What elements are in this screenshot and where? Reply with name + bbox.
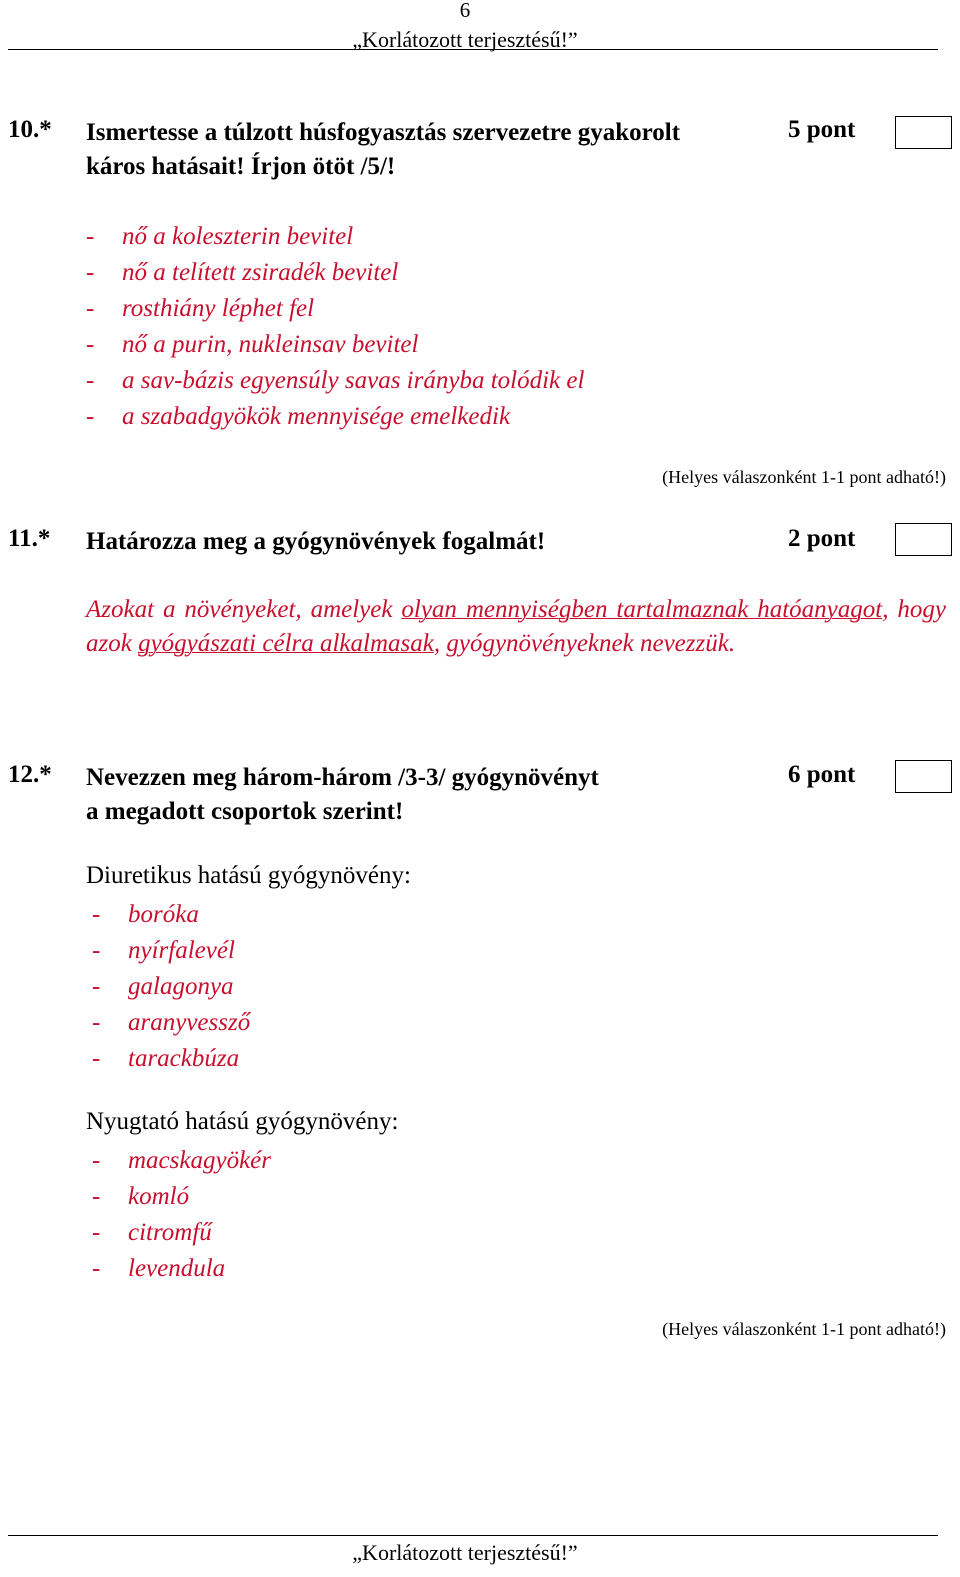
q12-number: 12.* (8, 761, 52, 788)
dash-marker: - (92, 1009, 101, 1036)
list-item: - boróka (92, 897, 250, 933)
q11-text: Határozza meg a gyógynövények fogalmát! (86, 528, 546, 555)
q12-score-box[interactable] (895, 760, 952, 793)
header-restriction: „Korlátozott terjesztésű!” (352, 27, 578, 52)
page-number: 6 (459, 0, 471, 22)
dash-marker: - (92, 1183, 101, 1210)
dash-marker: - (86, 295, 95, 322)
dash-marker: - (92, 1045, 101, 1072)
q12-group1-list (92, 897, 250, 1077)
dash-marker: - (92, 1255, 101, 1282)
list-item: - citromfű (92, 1215, 271, 1251)
list-item: - tarackbúza (92, 1041, 250, 1077)
header-rule (8, 49, 938, 50)
footer-restriction: „Korlátozott terjesztésű!” (352, 1540, 578, 1565)
q12-text-line1: Nevezzen meg három-három /3-3/ gyógynövényt (86, 764, 599, 791)
q11-points: 2 pont (788, 525, 856, 552)
list-item: - a szabadgyökök mennyisége emelkedik (86, 399, 584, 435)
q12-points: 6 pont (788, 761, 856, 788)
list-item: - rosthiány léphet fel (86, 291, 584, 327)
list-item: - nő a koleszterin bevitel (86, 219, 584, 255)
q12-scoring-note: (Helyes válaszonként 1-1 pont adható!) (662, 1319, 946, 1339)
q10-text-line2: káros hatásait! Írjon ötöt /5/! (86, 153, 396, 180)
list-item: - galagonya (92, 969, 250, 1005)
q12-text (86, 761, 599, 829)
q12-group2-label: Nyugtató hatású gyógynövény: (86, 1108, 399, 1135)
dash-marker: - (86, 259, 95, 286)
q11-number: 11.* (8, 525, 51, 552)
dash-marker: - (86, 223, 95, 250)
q11-answer-underline-2: gyógyászati célra alkalmasak (138, 630, 434, 657)
dash-marker: - (92, 901, 101, 928)
dash-marker: - (86, 403, 95, 430)
q12-text-line2: a megadott csoportok szerint! (86, 798, 404, 825)
list-item: - nő a purin, nukleinsav bevitel (86, 327, 584, 363)
list-item: - nő a telített zsiradék bevitel (86, 255, 584, 291)
q10-text (86, 116, 680, 184)
q10-scoring-note: (Helyes válaszonként 1-1 pont adható!) (662, 467, 946, 487)
list-item: - komló (92, 1179, 271, 1215)
list-item: - nyírfalevél (92, 933, 250, 969)
dash-marker: - (86, 367, 95, 394)
dash-marker: - (92, 1147, 101, 1174)
dash-marker: - (92, 973, 101, 1000)
q10-points: 5 pont (788, 116, 856, 143)
q10-number: 10.* (8, 116, 52, 143)
q12-group2-list (92, 1143, 271, 1287)
list-item: - a sav-bázis egyensúly savas irányba tolódik el (86, 363, 584, 399)
list-item: - macskagyökér (92, 1143, 271, 1179)
q11-answer-underline-1: olyan mennyiségben tartalmaznak hatóanyagot (401, 596, 883, 623)
dash-marker: - (92, 1219, 101, 1246)
q11-score-box[interactable] (895, 523, 952, 556)
q11-answer: Azokat a növényeket, amelyek olyan mennyiségben tartalmaznak hatóanyagot, hogy azok gyógyászati célra alkalmasak, gyógynövényeknek nevezzük. (86, 596, 946, 657)
list-item: - aranyvessző (92, 1005, 250, 1041)
q10-answer-list (86, 219, 584, 435)
dash-marker: - (92, 937, 101, 964)
list-item: - levendula (92, 1251, 271, 1287)
footer-rule (8, 1535, 938, 1536)
q12-group1-label: Diuretikus hatású gyógynövény: (86, 862, 411, 889)
q10-score-box[interactable] (895, 116, 952, 149)
q10-text-line1: Ismertesse a túlzott húsfogyasztás szervezetre gyakorolt (86, 119, 681, 146)
dash-marker: - (86, 331, 95, 358)
